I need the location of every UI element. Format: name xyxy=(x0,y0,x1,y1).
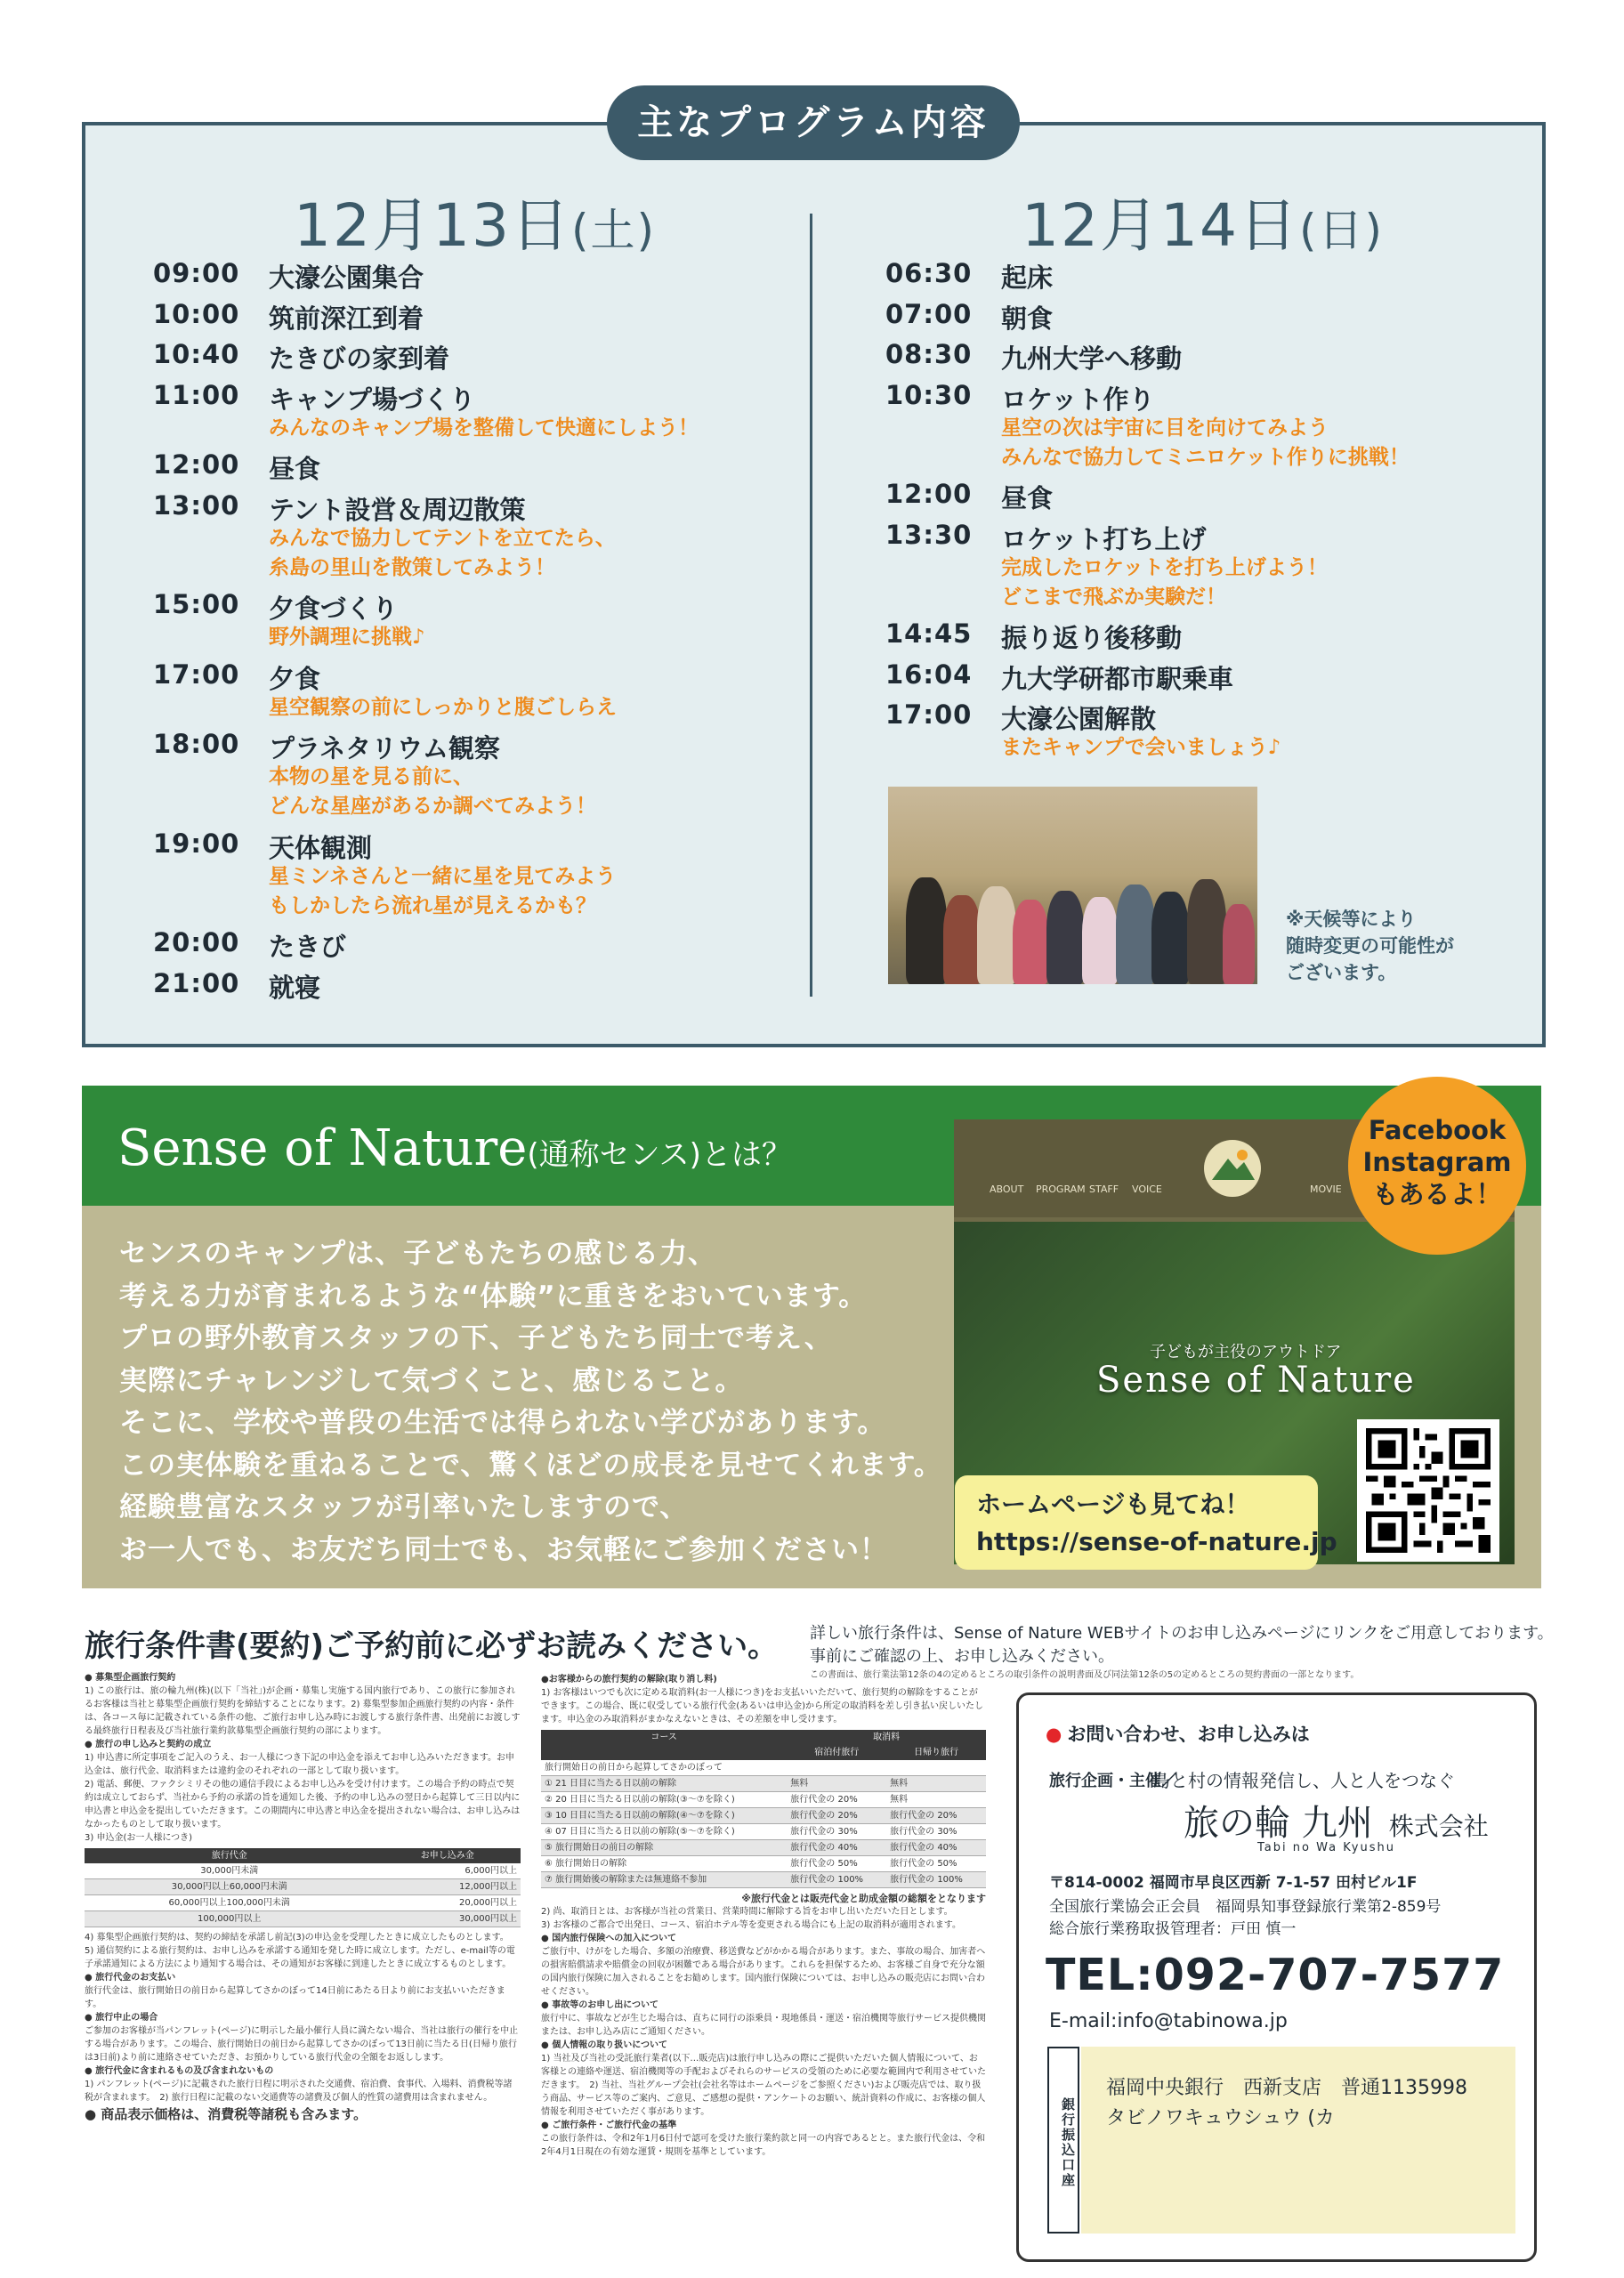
contact-box xyxy=(1016,1692,1537,2262)
terms-paragraph: 旅行中に、事故などが生じた場合は、直ちに同行の添乗員・現地係員・運送・宿泊機関等旅行サービス提供機関または、お申し込み店にご通知ください。 xyxy=(541,2014,986,2037)
cancel-cell: ③ 10 日目に当たる日以前の解除(④～⑦を除く) xyxy=(541,1808,787,1824)
deposit-header: お申し込み金 xyxy=(374,1848,521,1863)
terms-paragraph: 3) お客様のご都合で出発日、コース、宿泊ホテル等を変更される場合にも上記の取消料が適用されます。 xyxy=(541,1920,961,1930)
deposit-cell: 12,000円以上 xyxy=(374,1879,521,1895)
terms-paragraph: 1) 当社及び当社の受託旅行業者(以下…販売店)は旅行申し込みの際にご提供いただいた個人情報について、お客様との連絡や運送、宿泊機関等の手配およびそれらのサービスの受領のために必要な範囲内で利用させていただきます。 2) 当社、当社グループ会社(会社名等はホームページをご参照ください)および販売店では、取り扱う商品、サービス等のご案内、ご意見、ご感想の提供・アンケートのお願い、統計資料の作成に、お客様の個人情報を利用させていただく事があります。 xyxy=(541,2054,986,2117)
terms-paragraph: 2) 尚、取消日とは、お客様が当社の営業日、営業時間に解除する旨をお申し出いただいた日とします。 xyxy=(541,1907,953,1917)
deposit-cell: 20,000円以上 xyxy=(374,1895,521,1911)
terms-paragraph: ● 旅行代金のお支払い xyxy=(85,1973,176,1983)
cancel-cell: 旅行開始日の前日から起算してさかのぼって xyxy=(541,1760,787,1776)
cancel-cell: 旅行代金の 50% xyxy=(787,1856,886,1872)
schedule-activity: 昼食 xyxy=(1001,483,1054,513)
schedule-note: 星空観察の前にしっかりと腹ごしらえ xyxy=(269,695,617,719)
deposit-cell: 30,000円以上60,000円未満 xyxy=(85,1879,374,1895)
terms-paragraph: ● 個人情報の取り扱いについて xyxy=(541,2040,668,2050)
cancel-cell: 旅行代金の 20% xyxy=(787,1792,886,1808)
schedule-note: またキャンプで会いましょう♪ xyxy=(1001,736,1281,759)
weather-note xyxy=(1286,906,1454,986)
son-description-line: そこに、学校や普段の生活では得られない学びがあります。 xyxy=(119,1407,886,1439)
company-name-text: 旅の輪 九州 xyxy=(1184,1803,1373,1844)
schedule-time: 08:30 xyxy=(885,339,973,369)
company-name xyxy=(1184,1795,1489,1846)
homepage-url-link[interactable]: https://sense-of-nature.jp xyxy=(976,1527,1337,1556)
schedule-activity: 振り返り後移動 xyxy=(1001,623,1183,653)
deposit-row xyxy=(85,1879,521,1895)
company-tagline: 島と村の情報発信し、人と人をつなぐ xyxy=(1152,1770,1455,1791)
weather-note-line: 随時変更の可能性が xyxy=(1286,935,1454,957)
company-address: 〒814-0002 福岡市早良区西新 7-1-57 田村ビル1F xyxy=(1049,1874,1418,1892)
day-divider xyxy=(810,214,812,997)
registration-line: 総合旅行業務取扱管理者：戸田 慎一 xyxy=(1049,1920,1297,1938)
bullet-icon: ● xyxy=(1046,1724,1062,1745)
terms-paragraph: ● 旅行中止の場合 xyxy=(85,2013,158,2023)
website-brand: Sense of Nature xyxy=(1096,1360,1416,1401)
schedule-time: 13:30 xyxy=(885,519,973,550)
cancel-row xyxy=(541,1856,986,1872)
weather-note-line: ございます。 xyxy=(1286,962,1397,983)
cancel-cell: 旅行代金の 40% xyxy=(787,1840,886,1856)
son-title xyxy=(117,1119,792,1177)
cancel-row xyxy=(541,1792,986,1808)
weather-note-line: ※天候等により xyxy=(1286,909,1417,930)
schedule-activity: 筑前深江到着 xyxy=(269,303,424,334)
terms-paragraph: 3) 申込金(お一人様につき) xyxy=(85,1833,193,1843)
schedule-note: どんな星座があるか調べてみよう！ xyxy=(269,795,596,818)
terms-column-1 xyxy=(85,1671,521,2250)
cancel-cell: 旅行代金の 40% xyxy=(886,1840,986,1856)
deposit-cell: 60,000円以上100,000円未満 xyxy=(85,1895,374,1911)
cancel-cell: 無料 xyxy=(886,1776,986,1792)
day2-date: 12月14日 xyxy=(1022,191,1299,260)
deposit-row xyxy=(85,1863,521,1879)
schedule-time: 09:00 xyxy=(153,258,240,288)
cancel-cell: 旅行代金の 30% xyxy=(787,1824,886,1840)
cancel-header: 宿泊付旅行 xyxy=(787,1745,886,1760)
terms-legal-note: この書面は、旅行業法第12条の4の定めるところの取引条件の説明書面及び同法第12条の5の定めるところの契約書面の一部となります。 xyxy=(810,1670,1360,1680)
social-badge xyxy=(1348,1077,1526,1255)
schedule-time: 10:00 xyxy=(153,298,240,329)
terms-paragraph: ● 事故等のお申し出について xyxy=(541,2000,659,2010)
deposit-row xyxy=(85,1911,521,1927)
terms-paragraph: ● 募集型企画旅行契約 xyxy=(85,1673,176,1683)
schedule-time: 13:00 xyxy=(153,489,240,521)
terms-paragraph: 旅行代金は、旅行開始日の前日から起算してさかのぼって14日前にあたる日より前にお支払いいただきます。 xyxy=(85,1986,505,2009)
son-description xyxy=(119,1233,942,1571)
schedule-time: 19:00 xyxy=(153,828,240,859)
son-description-line: この実体験を重ねることで、驚くほどの成長を見せてくれます。 xyxy=(119,1449,942,1482)
day2-heading xyxy=(1022,178,1384,263)
registration-line: 全国旅行業協会正会員 福岡県知事登録旅行業第2-859号 xyxy=(1049,1898,1442,1916)
schedule-time: 06:30 xyxy=(885,258,973,288)
schedule-note: みんなのキャンプ場を整備して快適にしよう！ xyxy=(269,416,699,440)
cancel-cell: 旅行代金の 100% xyxy=(787,1872,886,1888)
company-romaji: Tabi no Wa Kyushu xyxy=(1257,1841,1395,1854)
schedule-activity: 大濠公園解散 xyxy=(1001,704,1157,734)
terms-title: 旅行条件書(要約)ご予約前に必ずお読みください。 xyxy=(85,1628,779,1664)
cancel-cell: 無料 xyxy=(787,1776,886,1792)
deposit-header: 旅行代金 xyxy=(85,1848,374,1863)
cancel-cell xyxy=(886,1760,986,1776)
schedule-time: 18:00 xyxy=(153,729,240,759)
cancel-cell: ⑦ 旅行開始後の解除または無連絡不参加 xyxy=(541,1872,787,1888)
schedule-note: 本物の星を見る前に、 xyxy=(269,765,473,788)
cancel-table-note: ※旅行代金とは販売代金と助成金額の総額をとなります xyxy=(741,1893,986,1904)
schedule-activity: テント設営＆周辺散策 xyxy=(269,494,526,525)
cancel-cell: ④ 07 日目に当たる日以前の解除(⑤～⑦を除く) xyxy=(541,1824,787,1840)
cancel-row xyxy=(541,1760,986,1776)
schedule-time: 14:45 xyxy=(885,618,973,649)
terms-web-note-line: 事前にご確認の上、お申し込みください。 xyxy=(810,1647,1114,1666)
social-badge-line: もあるよ！ xyxy=(1372,1179,1502,1209)
schedule-activity: たきび xyxy=(269,932,347,962)
schedule-note: みんなで協力してミニロケット作りに挑戦！ xyxy=(1001,445,1410,469)
cancel-row xyxy=(541,1824,986,1840)
bank-line: タビノワキュウシュウ (カ xyxy=(1106,2107,1335,2129)
schedule-note: どこまで飛ぶか実験だ！ xyxy=(1001,585,1226,609)
social-badge-line: Facebook xyxy=(1368,1115,1507,1145)
day1-weekday: (土) xyxy=(570,205,656,256)
bank-account xyxy=(1081,2047,1515,2234)
terms-paragraph: 2) 電話、郵便、ファクシミリその他の通信手段によるお申し込みを受け付けます。この場合予約の時点で契約は成立しておらず、当社から予約の承諾の旨を通知した後、予約の申し込みの翌日から起算して三日以内に申込書と申込金を提出していただきます。この期間内に申込書と申込金を提出されない場合は、お申し込みはなかったものとして取り扱います。 xyxy=(85,1780,521,1830)
contact-heading-text: お問い合わせ、お申し込みは xyxy=(1067,1724,1310,1745)
terms-paragraph: ● 国内旅行保険への加入について xyxy=(541,1934,677,1943)
deposit-row xyxy=(85,1895,521,1911)
cancel-cell xyxy=(787,1760,886,1776)
social-badge-line: Instagram xyxy=(1362,1147,1512,1177)
program-title: 主なプログラム内容 xyxy=(607,85,1020,160)
schedule-activity: 夕食 xyxy=(269,663,321,694)
schedule-note: 完成したロケットを打ち上げよう！ xyxy=(1001,555,1328,579)
schedule-note: みんなで協力してテントを立てたら、 xyxy=(269,526,616,550)
website-nav-item: VOICE xyxy=(1132,1183,1162,1195)
cancel-cell: 旅行代金の 20% xyxy=(886,1808,986,1824)
deposit-cell: 30,000円未満 xyxy=(85,1863,374,1879)
son-title-main: Sense of Nature xyxy=(117,1119,528,1177)
deposit-table xyxy=(85,1848,521,1927)
terms-paragraph: ●お客様からの旅行契約の解除(取り消し料) xyxy=(541,1675,717,1684)
schedule-time: 12:00 xyxy=(153,449,240,480)
bank-line: 福岡中央銀行 西新支店 普通1135998 xyxy=(1106,2077,1467,2099)
website-nav-item: PROGRAM xyxy=(1036,1183,1086,1195)
schedule-time: 17:00 xyxy=(885,699,973,730)
schedule-activity: 就寝 xyxy=(269,972,321,1003)
terms-paragraph: 1) この旅行は、旅の輪九州(株)(以下「当社」)が企画・募集し実施する国内旅行であり、この旅行に参加されるお客様は当社と募集型企画旅行契約を締結することになります。2) 募集型参加企画旅行契約の内容・条件は、各コース毎に記載されている条件の他、ご旅行お申し込み時にお渡しする旅行条件書、出発前にお渡しする最終旅行日程表及び当社旅行業約款募集型企画旅行契約の部によります。 xyxy=(85,1686,521,1736)
son-description-line: 実際にチャレンジして気づくこと、感じること。 xyxy=(119,1364,744,1397)
terms-paragraph: 4) 募集型企画旅行契約は、契約の締結を承諾し前記(3)の申込金を受理したときに成立したものとします。 xyxy=(85,1933,509,1943)
schedule-note: 星ミンネさんと一緒に星を見てみよう xyxy=(269,864,617,888)
deposit-cell: 6,000円以上 xyxy=(374,1863,521,1879)
terms-paragraph: 1) パンフレット(ページ)に記載された旅行日程に明示された交通費、宿泊費、食事代、入場料、消費税等諸税が含まれます。 2) 旅行日程に記載のない交通費等の諸費及び個人的性質の諸費用は含まれません。 xyxy=(85,2080,513,2103)
day1-heading xyxy=(294,178,656,263)
terms-price-note: ● 商品表示価格は、消費税等諸税も含みます。 xyxy=(85,2106,368,2122)
organizer-label: 旅行企画・主催／ xyxy=(1049,1772,1177,1790)
schedule-note: もしかしたら流れ星が見えるかも？ xyxy=(269,893,596,917)
terms-paragraph: 1) 申込書に所定事項をご記入のうえ、お一人様につき下記の申込金を添えてお申し込みいただきます。お申込金は、旅行代金、取消料または違約金のそれぞれの一部として取り扱います。 xyxy=(85,1753,515,1776)
cancel-cell: ① 21 日目に当たる日以前の解除 xyxy=(541,1776,787,1792)
terms-paragraph: 1) お客様はいつでも次に定める取消料(お一人様につき)をお支払いいただいて、旅行契約の解除をすることができます。この場合、既に収受している旅行代金(あるいは申込金)から所定の取消料を差し引き払い戻しいたします。申込金のみ取消料がまかなえないときは、その差額を申し受けます。 xyxy=(541,1688,984,1725)
cancel-cell: ⑤ 旅行開始日の前日の解除 xyxy=(541,1840,787,1856)
day1-date: 12月13日 xyxy=(294,191,571,260)
schedule-activity: プラネタリウム観察 xyxy=(269,733,500,763)
cancel-group-header: 取消料 xyxy=(787,1730,986,1745)
schedule-time: 21:00 xyxy=(153,967,240,998)
website-brand-sub: 子どもが主役のアウトドア xyxy=(1150,1343,1342,1361)
website-nav-item: STAFF xyxy=(1089,1183,1119,1195)
cancel-row xyxy=(541,1776,986,1792)
schedule-time: 16:04 xyxy=(885,658,973,690)
bank-label: 銀行振込口座 xyxy=(1047,2047,1079,2234)
cancel-cell: 旅行代金の 20% xyxy=(787,1808,886,1824)
schedule-activity: 九州大学へ移動 xyxy=(1001,343,1183,374)
schedule-activity: ロケット作り xyxy=(1001,384,1155,415)
terms-paragraph: ご参加のお客様が当パンフレット(ページ)に明示した最小催行人員に満たない場合、当社は旅行の催行を中止する場合があります。この場合、旅行開始日の前日から起算してさかのぼって13日前に当たる日(日帰り旅行は3日前)より前に連絡させていただき、お預かりしている旅行代金の全額をお返しします。 xyxy=(85,2026,519,2063)
website-nav-item: ABOUT xyxy=(990,1183,1024,1195)
schedule-time: 20:00 xyxy=(153,927,240,957)
son-title-sub: (通称センス)とは？ xyxy=(527,1137,792,1173)
terms-column-2 xyxy=(541,1673,986,2251)
son-description-line: センスのキャンプは、子どもたちの感じる力、 xyxy=(119,1238,717,1270)
cancel-row xyxy=(541,1872,986,1888)
schedule-time: 15:00 xyxy=(153,589,240,619)
son-description-line: プロの野外教育スタッフの下、子どもたち同士で考え、 xyxy=(119,1322,833,1354)
son-description-line: 経験豊富なスタッフが引率いたしますので、 xyxy=(119,1491,689,1523)
qr-code-icon xyxy=(1366,1428,1491,1553)
schedule-time: 12:00 xyxy=(885,479,973,509)
schedule-note: 星空の次は宇宙に目を向けてみよう xyxy=(1001,416,1329,440)
website-nav-item: MOVIE xyxy=(1310,1183,1342,1195)
day2-weekday: (日) xyxy=(1298,205,1384,256)
phone-number[interactable]: TEL:092-707-7577 xyxy=(1046,1950,1505,2000)
terms-paragraph: ● 旅行の申し込みと契約の成立 xyxy=(85,1740,212,1749)
cancel-row xyxy=(541,1840,986,1856)
cancel-cell: ⑥ 旅行開始日の解除 xyxy=(541,1856,787,1872)
schedule-activity: ロケット打ち上げ xyxy=(1001,523,1207,554)
schedule-note: 野外調理に挑戦♪ xyxy=(269,626,425,649)
schedule-activity: 九大学研都市駅乗車 xyxy=(1001,663,1234,694)
schedule-time: 17:00 xyxy=(153,658,240,690)
company-registration xyxy=(1049,1896,1441,1941)
cancel-cell: 無料 xyxy=(886,1792,986,1808)
schedule-activity: たきびの家到着 xyxy=(269,343,450,374)
contact-heading xyxy=(1046,1720,1310,1747)
deposit-cell: 100,000円以上 xyxy=(85,1911,374,1927)
terms-paragraph: この旅行条件は、令和2年1月6日付で認可を受けた旅行業約款と同一の内容であるとと。また旅行代金は、令和2年4月1日現在の有効な運賃・規則を基準としています。 xyxy=(541,2134,986,2157)
schedule-activity: 起床 xyxy=(1001,263,1054,293)
cancel-cell: 旅行代金の 100% xyxy=(886,1872,986,1888)
cancel-header: 日帰り旅行 xyxy=(886,1745,986,1760)
homepage-callout-text: ホームページも見てね！ xyxy=(976,1490,1250,1519)
terms-paragraph: ご旅行中、けがをした場合、多額の治療費、移送費などがかかる場合があります。また、事故の場合、加害者への損害賠償請求や賠償金の回収が困難である場合があります。これらを担保するため、お客様ご自身で充分な額の国内旅行保険に加入されることをお勧めします。国内旅行保険については、お申し込みの販売店にお問い合わせください。 xyxy=(541,1947,986,1997)
cancel-cell: ② 20 日目に当たる日以前の解除(③～⑦を除く) xyxy=(541,1792,787,1808)
schedule-activity: キャンプ場づくり xyxy=(269,384,476,415)
homepage-callout xyxy=(955,1475,1337,1570)
terms-paragraph: 5) 通信契約による旅行契約は、お申し込みを承諾する通知を発した時に成立します。ただし、e-mail等の電子承諾通知による方法により通知する場合は、その通知がお客様に到達したときに成立するものとします。 xyxy=(85,1946,515,1969)
schedule-activity: 天体観測 xyxy=(269,832,373,863)
son-description-line: お一人でも、お友だち同士でも、お気軽にご参加ください！ xyxy=(119,1533,888,1566)
company-kind: 株式会社 xyxy=(1388,1812,1489,1841)
schedule-time: 10:30 xyxy=(885,379,973,410)
cancel-cell: 旅行代金の 30% xyxy=(886,1824,986,1840)
deposit-cell: 30,000円以上 xyxy=(374,1911,521,1927)
schedule-activity: 夕食づくり xyxy=(269,594,399,624)
schedule-activity: 昼食 xyxy=(269,454,321,484)
schedule-time: 10:40 xyxy=(153,339,240,369)
homepage-qr-code[interactable] xyxy=(1357,1419,1499,1562)
cancel-fee-table xyxy=(541,1730,986,1888)
schedule-time: 07:00 xyxy=(885,298,973,329)
cancel-row xyxy=(541,1808,986,1824)
cancel-cell: 旅行代金の 50% xyxy=(886,1856,986,1872)
schedule-activity: 朝食 xyxy=(1001,303,1054,334)
son-description-line: 考える力が育まれるような“体験”に重きをおいています。 xyxy=(119,1280,868,1313)
terms-web-note-line: 詳しい旅行条件は、Sense of Nature WEBサイトのお申し込みページにリンクをご用意しております。 xyxy=(810,1624,1554,1643)
terms-paragraph: ● ご旅行条件・ご旅行代金の基準 xyxy=(541,2120,677,2130)
schedule-note: 糸島の里山を散策してみよう！ xyxy=(269,555,555,579)
camp-group-photo xyxy=(888,787,1257,984)
terms-paragraph: ● 旅行代金に含まれるもの及び含まれないもの xyxy=(85,2066,274,2076)
cancel-header: コース xyxy=(541,1730,787,1745)
schedule-activity: 大濠公園集合 xyxy=(269,263,424,293)
schedule-time: 11:00 xyxy=(153,379,240,410)
email-link[interactable]: E-mail:info@tabinowa.jp xyxy=(1049,2010,1288,2032)
website-logo-icon xyxy=(1201,1137,1264,1200)
